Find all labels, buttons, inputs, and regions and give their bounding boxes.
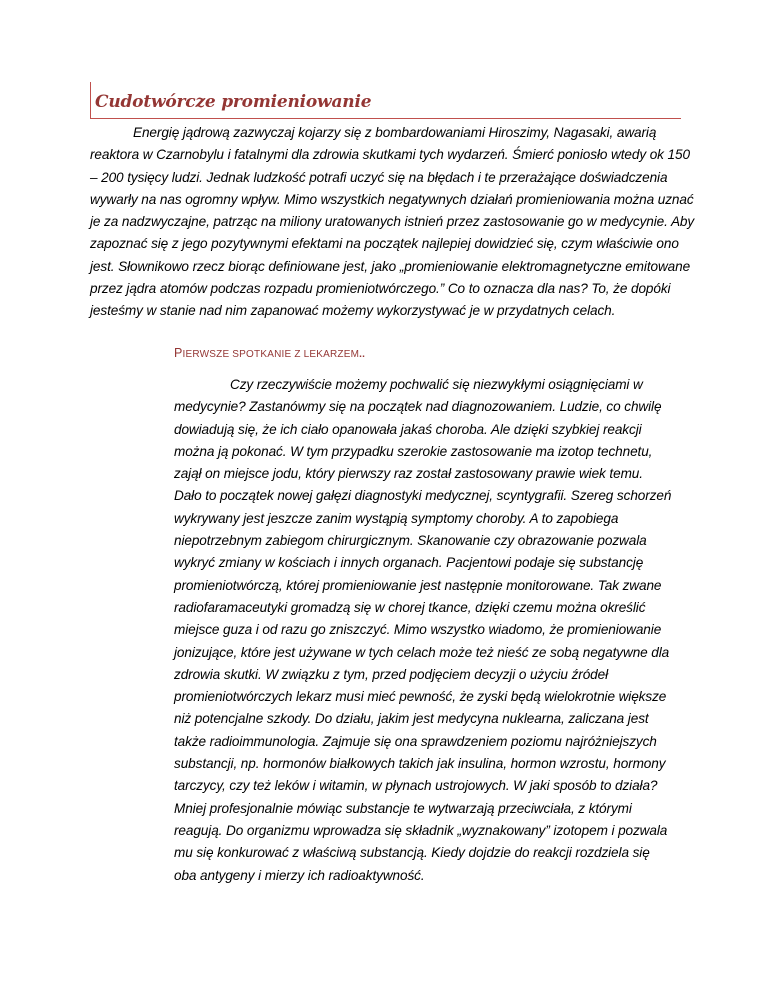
title-rule xyxy=(90,82,681,119)
section-heading-initial: P xyxy=(174,346,183,360)
section-paragraph: Czy rzeczywiście możemy pochwalić się niezwykłymi osiągnięciami w medycynie? Zastanówmy się na początek nad diagnozowaniem. Ludzie, co chwilę dowiadują się, że ich ciało opanowała jakaś choroba. Ale dzięki szybkiej reakcji można ją pokonać. W tym przypadku szerokie zastosowanie ma izotop technetu, zajął on miejsce jodu, który pierwszy raz został zastosowany prawie wiek temu. Dało to początek nowej gałęzi diagnostyki medycznej, scyntygrafii. Szereg schorzeń wykrywany jest jeszcze zanim wystąpią symptomy choroby. A to zapobiega niepotrzebnym zabiegom chirurgicznym. Skanowanie czy obrazowanie pozwala wykryć zmiany w kościach i innych organach. Pacjentowi podaje się substancję promieniotwórczą, której promieniowanie jest następnie monitorowane. Tak zwane radiofaramaceutyki gromadzą się w chorej tkance, dzięki czemu można określić miejsce guza i od razu go zniszczyć. Mimo wszystko wiadomo, że promieniowanie jonizujące, które jest używane w tych celach może też nieść ze sobą negatywne dla zdrowia skutki. W związku z tym, przed podjęciem decyzji o użyciu źródeł promieniotwórczych lekarz musi mieć pewność, że zyski będą wielokrotnie większe niż potencjalne szkody. Do działu, jakim jest medycyna nuklearna, zaliczana jest także radioimmunologia. Zajmuje się ona sprawdzeniem poziomu najróżniejszych substancji, np. hormonów białkowych takich jak insulina, hormon wzrostu, hormony tarczycy, czy też leków i witamin, w płynach ustrojowych. W jaki sposób to działa? Mniej profesjonalnie mówiąc substancje te wytwarzają przeciwciała, z którymi reagują. Do organizmu wprowadza się składnik „wyznakowany” izotopem i pozwala mu się konkurować z właściwą substancją. Kiedy dojdzie do reakcji rozdziela się oba antygeny i mierzy ich radioaktywność. xyxy=(174,377,672,883)
intro-paragraph: Energię jądrową zazwyczaj kojarzy się z bombardowaniami Hiroszimy, Nagasaki, awarią reaktora w Czarnobylu i fatalnymi dla zdrowia skutkami tych wydarzeń. Śmierć poniosło wtedy ok 150 – 200 tysięcy ludzi. Jednak ludzkość potrafi uczyć się na błędach i te przerażające doświadczenia wywarły na nas ogromny wpływ. Mimo wszystkich negatywnych działań promieniowania można uznać je za nadzwyczajne, patrząc na miliony uratowanych istnień przez zastosowanie go w medycynie. Aby zapoznać się z jego pozytywnymi efektami na początek najlepiej dowidzieć się, czym właściwie ono jest. Słownikowo rzecz biorąc definiowane jest, jako „promieniowanie elektromagnetyczne emitowane przez jądra atomów podczas rozpadu promieniotwórczego.” Co to oznacza dla nas? To, że dopóki jesteśmy w stanie nad nim zapanować możemy wykorzystywać je w przydatnych celach. xyxy=(90,125,695,319)
page-title: Cudotwórcze promieniowanie xyxy=(95,92,372,112)
section-heading xyxy=(174,346,365,360)
section-heading-text: IERWSZE SPOTKANIE Z LEKARZEM xyxy=(182,349,360,360)
section-heading-suffix: .. xyxy=(359,349,366,360)
